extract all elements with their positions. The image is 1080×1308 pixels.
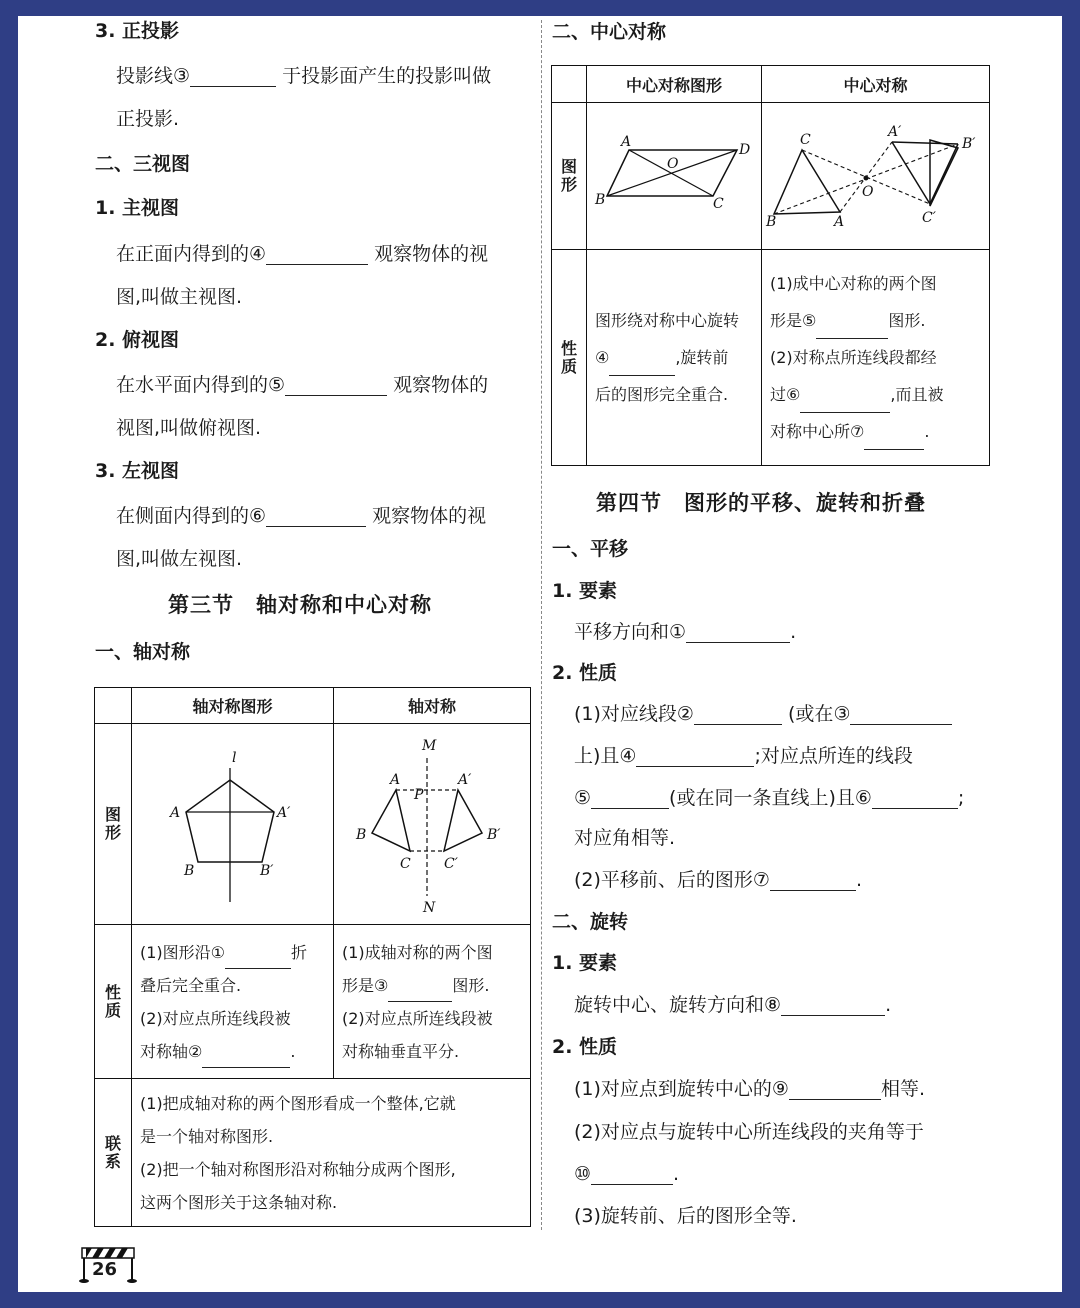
axis-symmetry-properties: (1)成轴对称的两个图 形是③ 图形. (2)对应点所连线段被 对称轴垂直平分. [334,925,531,1079]
subheading-left-view: 3. 左视图 [95,460,180,482]
section-title-axis-central-symmetry: 第三节 轴对称和中心对称 [168,593,432,617]
axis-symmetric-figure-properties: (1)图形沿① 折 叠后完全重合. (2)对应点所连线段被 对称轴② . [132,925,334,1079]
label-a: A [621,134,632,150]
label-m: M [422,738,437,754]
paragraph-translation-elements: 平移方向和① . [574,621,797,643]
subheading-rotation-properties: 2. 性质 [552,1036,618,1058]
paragraph-line: (3)旋转前、后的图形全等. [574,1205,797,1227]
pentagon-figure-cell [132,724,334,925]
row-header: 性质 [552,250,587,466]
column-header: 中心对称图形 [587,66,762,103]
row-header: 图形 [552,103,587,250]
central-triangles-figure-cell [762,103,990,250]
pentagon-figure [132,724,332,920]
paragraph-orthographic-projection: 投影线③ 于投影面产生的投影叫做 [116,65,492,87]
parallelogram-figure-cell [587,103,762,250]
page-number: 26 [92,1259,118,1280]
column-header: 轴对称 [334,688,531,724]
paragraph-rotation-elements: 旋转中心、旋转方向和⑧ . [574,994,892,1016]
row-header: 联系 [95,1079,132,1227]
label-a-prime: A′ [888,124,902,140]
section-heading-translation: 一、平移 [552,538,629,560]
subheading-top-view: 2. 俯视图 [95,329,180,351]
paragraph-rotation-properties: (1)对应点到旋转中心的⑨ 相等. [574,1078,926,1100]
row-header: 性质 [95,925,132,1079]
label-c-prime: C′ [922,210,936,226]
section-heading-rotation: 二、旋转 [552,911,629,933]
label-b: B [766,214,777,230]
table-corner [95,688,132,724]
paragraph-translation-properties: (1)对应线段② (或在③ [574,703,952,725]
row-header: 图形 [95,724,132,925]
label-a: A [170,805,181,821]
label-c-prime: C′ [444,856,458,872]
central-triangles-figure [762,104,988,244]
label-c: C [400,856,411,872]
label-a: A [834,214,845,230]
parallelogram-figure [587,104,759,244]
paragraph-front-view: 在正面内得到的④ 观察物体的视 [116,243,489,265]
label-b-prime: B′ [962,136,976,152]
subheading-orthographic-projection: 3. 正投影 [95,20,180,42]
subheading-translation-properties: 2. 性质 [552,662,618,684]
label-c: C [713,196,724,212]
label-p: P [414,787,424,803]
page-number-badge [78,1246,138,1284]
label-l: l [232,750,237,766]
section-heading-axis-symmetry: 一、轴对称 [95,641,191,663]
central-symmetry-properties: (1)成中心对称的两个图 形是⑤ 图形. (2)对称点所连线段都经 过⑥ ,而且被 对称中心所⑦ . [762,250,990,466]
paragraph-line: 图,叫做主视图. [116,286,243,308]
label-b: B [184,863,195,879]
column-divider [541,20,542,1230]
label-o: O [667,156,679,172]
axis-symmetry-table [94,687,531,1227]
section-heading-central-symmetry: 二、中心对称 [552,21,667,43]
table-corner [552,66,587,103]
paragraph-line: 正投影. [116,108,180,130]
label-b: B [595,192,606,208]
axis-triangles-figure [334,724,530,920]
label-b-prime: B′ [487,827,501,843]
paragraph-line: ⑤ (或在同一条直线上)且⑥ ; [574,787,965,809]
subheading-rotation-elements: 1. 要素 [552,952,618,974]
label-c: C [800,132,811,148]
paragraph-top-view: 在水平面内得到的⑤ 观察物体的 [116,374,489,396]
paragraph-line: 对应角相等. [574,827,676,849]
label-a-prime: A′ [277,805,291,821]
section-heading-three-views: 二、三视图 [95,153,191,175]
column-header: 中心对称 [762,66,990,103]
label-d: D [739,142,751,158]
paragraph-left-view: 在侧面内得到的⑥ 观察物体的视 [116,505,487,527]
label-n: N [423,900,436,916]
central-symmetry-table [551,65,990,466]
label-a: A [390,772,401,788]
paragraph-line: ⑩ . [574,1163,680,1185]
axis-triangles-figure-cell [334,724,531,925]
paragraph-line: 视图,叫做俯视图. [116,417,262,439]
paragraph-line: 上)且④ ;对应点所连的线段 [574,745,913,767]
column-header: 轴对称图形 [132,688,334,724]
label-b-prime: B′ [260,863,274,879]
subheading-translation-elements: 1. 要素 [552,580,618,602]
paragraph-line: (2)平移前、后的图形⑦ . [574,869,863,891]
paragraph-line: (2)对应点与旋转中心所连线段的夹角等于 [574,1121,924,1143]
paragraph-line: 图,叫做左视图. [116,548,243,570]
label-o: O [862,184,874,200]
axis-relation-text: (1)把成轴对称的两个图形看成一个整体,它就 是一个轴对称图形. (2)把一个轴对称图形沿对称轴分成两个图形, 这两个图形关于这条轴对称. [132,1079,531,1227]
central-symmetric-figure-properties: 图形绕对称中心旋转 ④ ,旋转前 后的图形完全重合. [587,250,762,466]
label-a-prime: A′ [458,772,472,788]
subheading-front-view: 1. 主视图 [95,197,180,219]
section-title-transformations: 第四节 图形的平移、旋转和折叠 [596,491,926,515]
label-b: B [356,827,367,843]
